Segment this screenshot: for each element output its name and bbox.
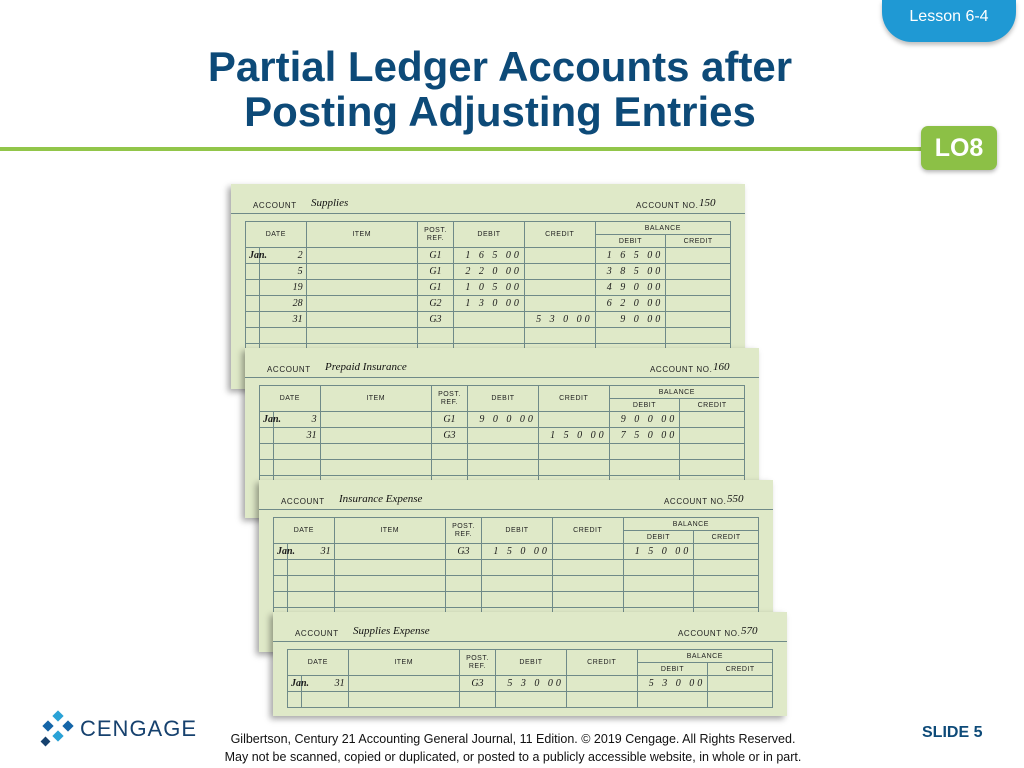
header-balance: BALANCE <box>623 518 758 531</box>
header-credit: CREDIT <box>524 222 595 248</box>
header-balance-credit: CREDIT <box>680 399 745 412</box>
row-balance-debit <box>637 692 708 708</box>
row-item <box>306 328 417 344</box>
table-row <box>246 328 731 344</box>
header-date: DATE <box>274 518 335 544</box>
slide-title <box>0 44 1000 134</box>
row-balance-credit <box>708 692 773 708</box>
row-day: 28 <box>260 296 306 312</box>
table-row <box>246 264 731 280</box>
row-debit <box>468 460 539 476</box>
header-debit: DEBIT <box>496 650 567 676</box>
row-debit: 5 3 0 00 <box>496 676 567 692</box>
account-name: Supplies <box>311 197 349 209</box>
account-rule <box>231 213 745 214</box>
header-post-ref: POST. REF. <box>417 222 453 248</box>
row-post-ref <box>445 592 481 608</box>
row-post-ref: G3 <box>417 312 453 328</box>
ledger-card <box>273 612 787 716</box>
account-rule <box>245 377 759 378</box>
row-item <box>334 576 445 592</box>
row-item <box>306 248 417 264</box>
header-credit: CREDIT <box>552 518 623 544</box>
row-item <box>348 676 459 692</box>
row-day: 31 <box>260 312 306 328</box>
lesson-tab: Lesson 6-4 <box>882 0 1016 42</box>
row-credit <box>552 592 623 608</box>
row-debit: 1 6 5 00 <box>454 248 525 264</box>
row-balance-debit: 9 0 00 <box>595 312 666 328</box>
row-balance-debit: 1 6 5 00 <box>595 248 666 264</box>
row-balance-debit: 5 3 0 00 <box>637 676 708 692</box>
row-month <box>274 576 288 592</box>
cengage-mark-icon <box>40 712 76 748</box>
account-no-label: ACCOUNT NO. <box>664 497 727 506</box>
row-debit <box>468 444 539 460</box>
row-credit <box>538 460 609 476</box>
row-item <box>334 544 445 560</box>
header-item: ITEM <box>334 518 445 544</box>
row-credit <box>552 576 623 592</box>
row-month <box>288 692 302 708</box>
row-item <box>348 692 459 708</box>
row-item <box>320 444 431 460</box>
header-post-ref: POST. REF. <box>445 518 481 544</box>
header-date: DATE <box>288 650 349 676</box>
table-row <box>274 560 759 576</box>
row-post-ref: G1 <box>417 248 453 264</box>
row-balance-credit <box>666 248 731 264</box>
row-day <box>288 592 334 608</box>
header-balance: BALANCE <box>609 386 744 399</box>
row-item <box>320 428 431 444</box>
header-balance: BALANCE <box>595 222 730 235</box>
row-balance-credit <box>694 592 759 608</box>
row-month: Jan. <box>246 248 260 264</box>
header-balance-credit: CREDIT <box>694 531 759 544</box>
table-row <box>260 428 745 444</box>
row-post-ref <box>445 576 481 592</box>
table-row <box>246 248 731 264</box>
account-label: ACCOUNT <box>281 497 325 506</box>
row-day <box>288 576 334 592</box>
ledger-table <box>287 649 773 708</box>
account-rule <box>259 509 773 510</box>
table-row <box>260 444 745 460</box>
row-balance-credit <box>694 560 759 576</box>
row-month <box>246 264 260 280</box>
account-label: ACCOUNT <box>267 365 311 374</box>
account-number: 150 <box>699 197 716 209</box>
account-no-label: ACCOUNT NO. <box>636 201 699 210</box>
row-balance-debit <box>623 592 694 608</box>
header-balance-credit: CREDIT <box>708 663 773 676</box>
table-row <box>246 280 731 296</box>
row-debit <box>482 576 553 592</box>
header-balance-credit: CREDIT <box>666 235 731 248</box>
row-credit <box>524 264 595 280</box>
table-row <box>288 676 773 692</box>
row-credit <box>524 280 595 296</box>
header-balance-debit: DEBIT <box>609 399 680 412</box>
row-debit <box>496 692 567 708</box>
account-no-label: ACCOUNT NO. <box>678 629 741 638</box>
row-balance-credit <box>680 460 745 476</box>
row-post-ref: G2 <box>417 296 453 312</box>
row-day <box>274 460 320 476</box>
row-balance-debit <box>609 460 680 476</box>
account-name: Supplies Expense <box>353 625 430 637</box>
header-balance-debit: DEBIT <box>595 235 666 248</box>
header-date: DATE <box>260 386 321 412</box>
row-day: 2 <box>260 248 306 264</box>
table-row <box>274 576 759 592</box>
row-credit <box>566 692 637 708</box>
row-item <box>320 460 431 476</box>
account-name: Insurance Expense <box>339 493 423 505</box>
row-balance-credit <box>666 312 731 328</box>
row-month <box>246 296 260 312</box>
row-post-ref <box>417 328 453 344</box>
row-balance-debit <box>623 576 694 592</box>
row-balance-debit: 7 5 0 00 <box>609 428 680 444</box>
row-balance-credit <box>666 328 731 344</box>
cengage-logo <box>40 710 200 750</box>
header-credit: CREDIT <box>538 386 609 412</box>
row-day: 3 <box>274 412 320 428</box>
slide-number: SLIDE 5 <box>922 724 983 741</box>
row-post-ref: G1 <box>417 280 453 296</box>
row-item <box>306 280 417 296</box>
row-day <box>288 560 334 576</box>
row-credit <box>566 676 637 692</box>
row-item <box>320 412 431 428</box>
row-post-ref: G3 <box>445 544 481 560</box>
row-balance-credit <box>680 412 745 428</box>
row-month: Jan. <box>274 544 288 560</box>
row-post-ref <box>445 560 481 576</box>
row-month <box>260 444 274 460</box>
header-balance-debit: DEBIT <box>637 663 708 676</box>
row-day: 19 <box>260 280 306 296</box>
header-credit: CREDIT <box>566 650 637 676</box>
row-balance-credit <box>708 676 773 692</box>
row-balance-debit <box>623 560 694 576</box>
header-item: ITEM <box>348 650 459 676</box>
table-row <box>274 592 759 608</box>
row-post-ref: G3 <box>459 676 495 692</box>
header-post-ref: POST. REF. <box>431 386 467 412</box>
row-credit <box>538 412 609 428</box>
header-date: DATE <box>246 222 307 248</box>
row-day: 31 <box>302 676 348 692</box>
row-credit: 5 3 0 00 <box>524 312 595 328</box>
row-month <box>260 428 274 444</box>
table-row <box>288 692 773 708</box>
table-row <box>260 412 745 428</box>
lo-badge: LO8 <box>921 126 997 170</box>
row-post-ref: G1 <box>417 264 453 280</box>
row-item <box>306 296 417 312</box>
row-balance-debit: 6 2 0 00 <box>595 296 666 312</box>
row-debit <box>454 312 525 328</box>
row-month <box>246 312 260 328</box>
row-balance-credit <box>666 280 731 296</box>
row-debit: 9 0 0 00 <box>468 412 539 428</box>
row-debit <box>468 428 539 444</box>
title-line-1: Partial Ledger Accounts after <box>207 43 793 90</box>
row-debit: 2 2 0 00 <box>454 264 525 280</box>
account-label: ACCOUNT <box>295 629 339 638</box>
header-item: ITEM <box>320 386 431 412</box>
row-balance-debit: 4 9 0 00 <box>595 280 666 296</box>
row-debit <box>454 328 525 344</box>
row-day <box>274 444 320 460</box>
row-balance-credit <box>680 428 745 444</box>
row-month <box>274 560 288 576</box>
header-balance-debit: DEBIT <box>623 531 694 544</box>
copyright-note <box>198 730 828 766</box>
table-row <box>246 312 731 328</box>
row-balance-debit: 1 5 0 00 <box>623 544 694 560</box>
row-balance-credit <box>666 264 731 280</box>
header-post-ref: POST. REF. <box>459 650 495 676</box>
account-no-label: ACCOUNT NO. <box>650 365 713 374</box>
row-day: 31 <box>274 428 320 444</box>
header-debit: DEBIT <box>454 222 525 248</box>
row-day: 31 <box>288 544 334 560</box>
title-divider <box>0 147 930 151</box>
row-debit: 1 5 0 00 <box>482 544 553 560</box>
account-name: Prepaid Insurance <box>325 361 407 373</box>
row-month <box>246 328 260 344</box>
account-number: 160 <box>713 361 730 373</box>
row-credit <box>552 544 623 560</box>
header-debit: DEBIT <box>482 518 553 544</box>
row-day <box>302 692 348 708</box>
row-debit: 1 0 5 00 <box>454 280 525 296</box>
account-label: ACCOUNT <box>253 201 297 210</box>
row-balance-debit: 9 0 0 00 <box>609 412 680 428</box>
row-post-ref <box>431 460 467 476</box>
row-balance-credit <box>680 444 745 460</box>
row-credit <box>538 444 609 460</box>
row-balance-debit <box>595 328 666 344</box>
copyright-line-1: Gilbertson, Century 21 Accounting General Journal, 11 Edition. © 2019 Cengage. All Rights Reserved. <box>230 732 796 746</box>
row-balance-credit <box>694 544 759 560</box>
row-post-ref: G1 <box>431 412 467 428</box>
row-month <box>246 280 260 296</box>
row-day: 5 <box>260 264 306 280</box>
account-number: 570 <box>741 625 758 637</box>
account-rule <box>273 641 787 642</box>
row-month: Jan. <box>288 676 302 692</box>
row-credit: 1 5 0 00 <box>538 428 609 444</box>
row-month <box>260 460 274 476</box>
ledger-table <box>259 385 745 492</box>
row-post-ref: G3 <box>431 428 467 444</box>
row-post-ref <box>431 444 467 460</box>
table-row <box>260 460 745 476</box>
row-debit <box>482 560 553 576</box>
row-credit <box>524 328 595 344</box>
row-balance-debit: 3 8 5 00 <box>595 264 666 280</box>
row-item <box>334 592 445 608</box>
logo-text: CENGAGE <box>80 716 198 741</box>
row-balance-debit <box>609 444 680 460</box>
header-balance: BALANCE <box>637 650 772 663</box>
row-post-ref <box>459 692 495 708</box>
table-row <box>246 296 731 312</box>
row-balance-credit <box>694 576 759 592</box>
row-month: Jan. <box>260 412 274 428</box>
copyright-line-2: May not be scanned, copied or duplicated, or posted to a publicly accessible website, in whole or in part. <box>224 750 802 764</box>
header-debit: DEBIT <box>468 386 539 412</box>
row-credit <box>524 248 595 264</box>
account-number: 550 <box>727 493 744 505</box>
title-line-2: Posting Adjusting Entries <box>244 88 756 135</box>
row-item <box>334 560 445 576</box>
row-debit <box>482 592 553 608</box>
row-item <box>306 312 417 328</box>
table-row <box>274 544 759 560</box>
row-credit <box>552 560 623 576</box>
header-item: ITEM <box>306 222 417 248</box>
row-item <box>306 264 417 280</box>
row-debit: 1 3 0 00 <box>454 296 525 312</box>
row-credit <box>524 296 595 312</box>
row-day <box>260 328 306 344</box>
row-balance-credit <box>666 296 731 312</box>
row-month <box>274 592 288 608</box>
